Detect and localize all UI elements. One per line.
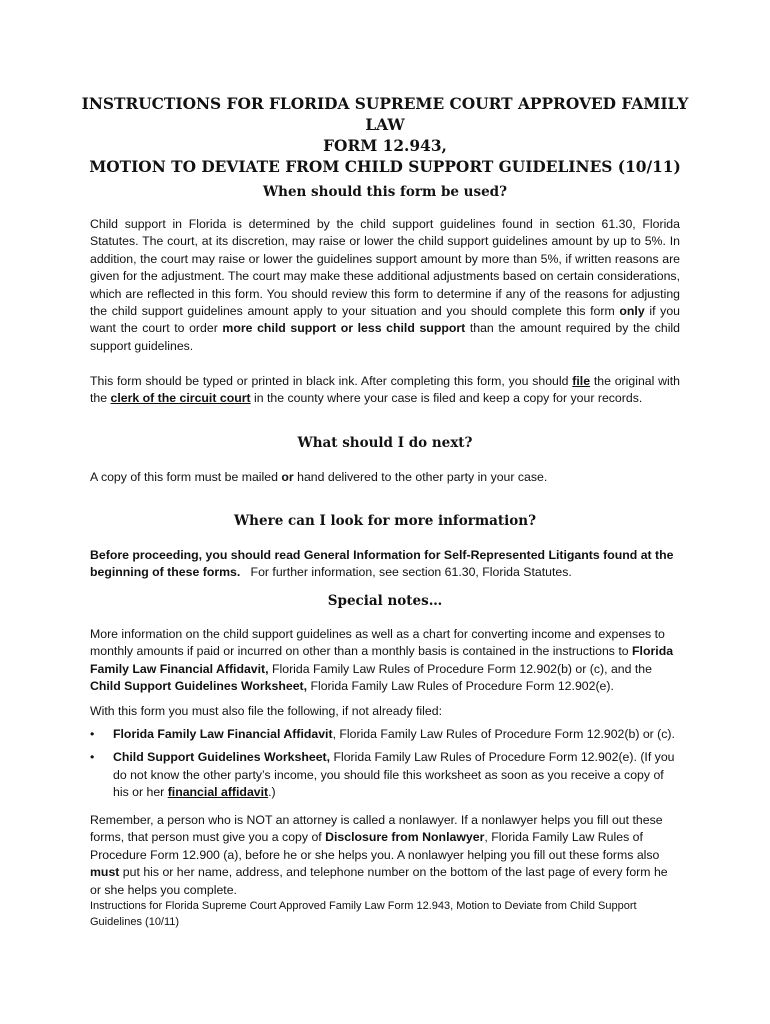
emphasis-financial-affidavit: Florida Family Law Financial Affidavit: [113, 727, 333, 741]
text-run: More information on the child support guidelines as well as a chart for converting income and expenses to monthly amounts if paid or incurred on other than a monthly basis is contained in the instructions to: [90, 627, 665, 659]
text-run: than the amount required by the child support guidelines.: [90, 321, 680, 353]
title-line-2: FORM 12.943,: [323, 137, 447, 155]
required-filings-list: [90, 726, 680, 802]
text-run: Florida Family Law Rules of Procedure Form 12.902(b) or (c), and the: [268, 661, 652, 676]
text-run: For further information, see section 61.30, Florida Statutes.: [240, 565, 572, 580]
text-run: Child support in Florida is determined by the child support guidelines found in section 61.30, Florida Statutes. The court, at its discretion, may raise or lower the child support guidelines amount by up to 5%. In addition, the court may raise or lower the guidelines support amount by more than 5%, if written reasons are given for the adjustment. The court may make these additional adjustments based on certain considerations, which are reflected in this form. You should review this form to determine if any of the reasons for adjusting the child support guidelines amount apply to your situation and you should complete this form: [90, 217, 680, 319]
emphasis-only: only: [619, 304, 645, 319]
emphasis-financial-affidavit-link: financial affidavit: [167, 785, 269, 800]
text-run: Florida Family Law Rules of Procedure Form 12.902(e).: [307, 679, 614, 694]
emphasis-disclosure: Disclosure from Nonlawyer: [325, 830, 485, 845]
heading-when-used: When should this form be used?: [262, 184, 508, 200]
paragraph-guidelines-information: [90, 626, 680, 696]
emphasis-financial-affidavit: Florida Family Law Financial Affidavit,: [90, 644, 674, 676]
text-run: This form should be typed or printed in black ink. After completing this form, you should: [90, 374, 573, 388]
heading-more-information: Where can I look for more information?: [234, 513, 536, 529]
emphasis-must: must: [90, 865, 120, 880]
paragraph-nonlawyer: [90, 812, 680, 899]
emphasis-worksheet: Child Support Guidelines Worksheet,: [113, 750, 331, 765]
text-run: in the county where your case is filed and keep a copy for your records.: [250, 391, 643, 406]
bullet-icon: •: [90, 750, 95, 765]
emphasis-more-less-support: more child support or less child support: [222, 321, 466, 336]
emphasis-before-proceeding: Before proceeding, you should read General Information for Self-Represented Litigants found at the beginning of these forms.: [90, 548, 674, 580]
emphasis-worksheet: Child Support Guidelines Worksheet,: [90, 679, 308, 694]
paragraph-filing-instructions: [90, 373, 680, 408]
text-run: , Florida Family Law Rules of Procedure Form 12.902(b) or (c).: [332, 727, 675, 741]
text-run: the original with the: [90, 374, 681, 406]
title-line-1: INSTRUCTIONS FOR FLORIDA SUPREME COURT APPROVED FAMILY LAW: [81, 95, 689, 134]
heading-special-notes: Special notes…: [327, 593, 443, 609]
heading-what-next: What should I do next?: [297, 435, 473, 451]
paragraph-general-information: [90, 547, 680, 582]
text-run: put his or her name, address, and telephone number on the bottom of the last page of every form he or she helps you complete.: [90, 865, 668, 897]
text-run: if you want the court to order: [90, 304, 680, 336]
list-item: [90, 749, 680, 801]
page-footer: Instructions for Florida Supreme Court Approved Family Law Form 12.943, Motion to Deviate from Child Support Guidelines (10/11): [90, 900, 637, 928]
text-run: Florida Family Law Rules of Procedure Form 12.902(e). (If you do not know the other party’s income, you should file this worksheet as soon as you receive a copy of his or her: [113, 750, 675, 800]
title-line-3: MOTION TO DEVIATE FROM CHILD SUPPORT GUIDELINES (10/11): [89, 158, 681, 176]
text-run: Remember, a person who is NOT an attorney is called a nonlawyer. If a nonlawyer helps you fill out these forms, that person must give you a copy of: [90, 813, 663, 845]
emphasis-file: file: [572, 374, 591, 388]
paragraph-copy-mailed: [90, 469, 680, 486]
emphasis-or: or: [281, 470, 294, 484]
text-run: .): [268, 785, 276, 800]
text-run: , Florida Family Law Rules of Procedure Form 12.900 (a), before he or she helps you. A nonlawyer helping you fill out these forms also: [90, 830, 660, 862]
paragraph-also-file: With this form you must also file the following, if not already filed:: [90, 704, 442, 718]
text-run: A copy of this form must be mailed: [90, 470, 282, 484]
emphasis-clerk-of-court: clerk of the circuit court: [110, 391, 251, 406]
text-run: hand delivered to the other party in your case.: [293, 470, 548, 484]
list-item: [90, 726, 680, 743]
bullet-icon: •: [90, 727, 95, 741]
document-title: [60, 94, 710, 178]
paragraph-child-support-determination: [90, 216, 680, 355]
